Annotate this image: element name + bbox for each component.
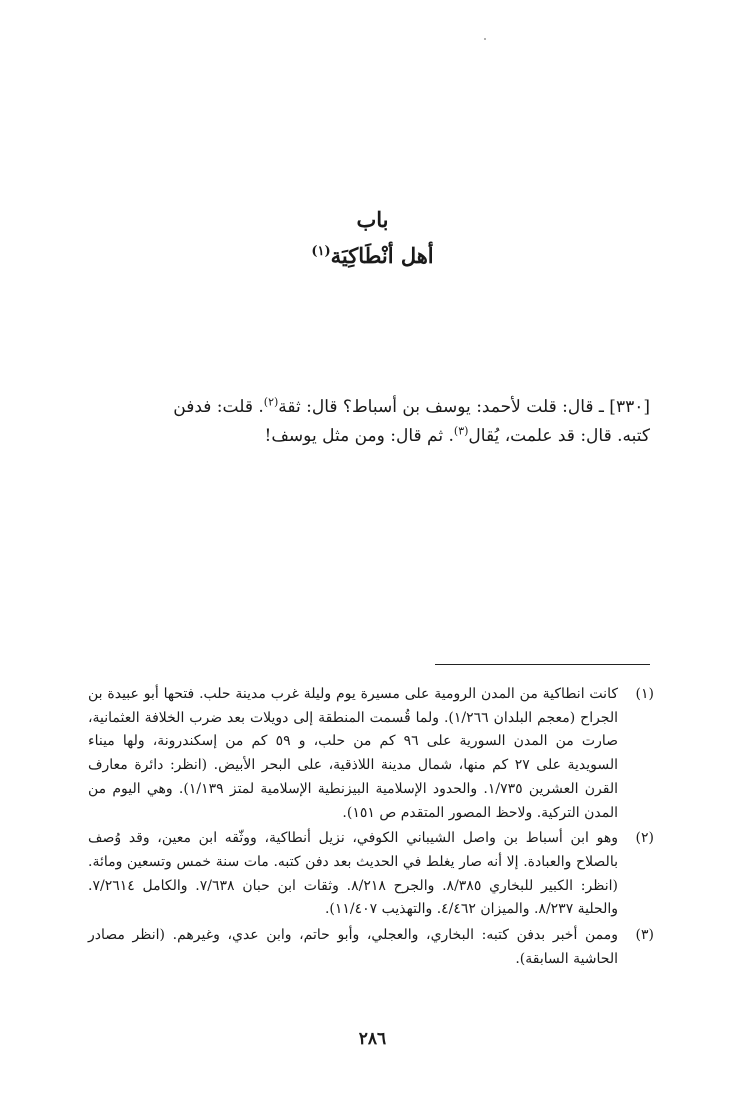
- footnote-ref-3: (٣): [453, 424, 469, 438]
- footnote-1: [88, 683, 654, 825]
- chapter-title-text: أهل أنْطَاكِيَة: [330, 243, 434, 268]
- footnotes-section: [88, 683, 654, 973]
- main-line-1-text: [٣٣٠] ـ قال: قلت لأحمد: يوسف بن أسباط؟ قال: ثقة: [278, 397, 650, 417]
- footnote-3: [88, 924, 654, 971]
- main-paragraph: [88, 393, 650, 451]
- scan-speck: [484, 38, 486, 40]
- main-line-2-text: كتبه. قال: قد علمت، يُقال: [468, 426, 650, 446]
- footnote-number: (٢): [635, 830, 654, 847]
- page-number: ٢٨٦: [358, 1029, 387, 1049]
- footnote-text: وهو ابن أسباط بن واصل الشيباني الكوفي، نزيل أنطاكية، ووثّقه ابن معين، وقد وُصف بالصلاح والعبادة. إلا أنه صار يغلط في الحديث بعد دفن كتبه. مات سنة خمس وتسعين ومائة. (انظر: الكبير للبخاري ٨/٣٨٥. والجرح ٨/٢١٨. وثقات ابن حبان ٧/٦٣٨. والكامل ٧/٢٦١٤. والحلية ٨/٢٣٧. والميزان ٤/٤٦٢. والتهذيب ١١/٤٠٧).: [88, 830, 618, 918]
- footnote-text: وممن أخبر بدفن كتبه: البخاري، والعجلي، وأبو حاتم، وابن عدي، وغيرهم. (انظر مصادر الحاشية السابقة).: [88, 927, 618, 967]
- chapter-label: باب: [356, 207, 389, 232]
- footnote-2: [88, 827, 654, 922]
- footnote-number: (٣): [635, 927, 654, 944]
- footnote-ref-2: (٢): [263, 395, 279, 409]
- chapter-footnote-ref: (١): [311, 244, 331, 259]
- main-line-1: [88, 393, 650, 422]
- footnote-separator: [435, 664, 650, 665]
- main-line-2-end: . ثم قال: ومن مثل يوسف!: [264, 426, 454, 446]
- footnote-number: (١): [635, 686, 654, 702]
- footnote-text: كانت انطاكية من المدن الرومية على مسيرة يوم وليلة غرب مدينة حلب. فتحها أبو عبيدة بن الجراح (معجم البلدان ١/٢٦٦). ولما قُسمت المنطقة إلى دويلات بعد ضرب الخلافة العثمانية، صارت من المدن السورية على ٩٦ كم من حلب، و ٥٩ كم من إسكندرونة، ولها ميناء السويدية على ٢٧ كم منها، شمال مدينة اللاذقية، على البحر الأبيض. (انظر: دائرة معارف القرن العشرين ١/٧٣٥. والحدود الإسلامية البيزنطية الإسلامية لمتز ١/١٣٩). وهي اليوم من المدن التركية. ولاحظ المصور المتقدم ص ١٥١).: [88, 686, 618, 821]
- main-line-1-end: . قلت: فدفن: [173, 397, 264, 417]
- chapter-title: [0, 238, 745, 270]
- main-line-2: [88, 422, 650, 451]
